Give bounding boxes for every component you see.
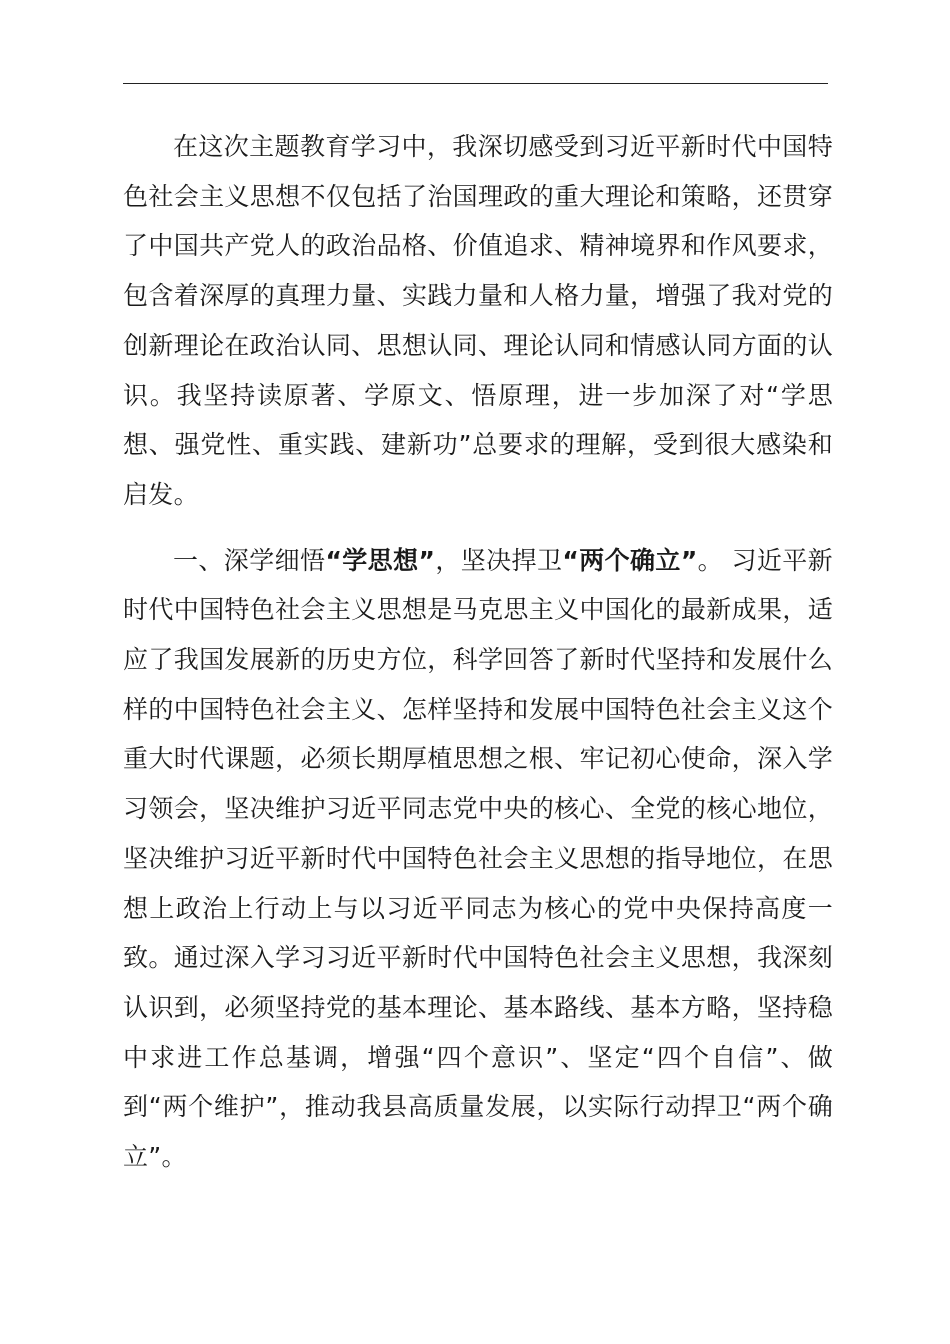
heading-end: 。 [697, 545, 724, 575]
document-body [123, 122, 833, 1182]
heading-quote-study-thought: “学思想” [325, 545, 436, 575]
heading-middle: ，坚决捍卫 [435, 545, 563, 575]
section-one-body: 习近平新时代中国特色社会主义思想是马克思主义中国化的最新成果，适应了我国发展新的历史方位，科学回答了新时代坚持和发展什么样的中国特色社会主义、怎样坚持和发展中国特色社会主义这个重大时代课题，必须长期厚植思想之根、牢记初心使命，深入学习领会，坚决维护习近平同志党中央的核心、全党的核心地位，坚决维护习近平新时代中国特色社会主义思想的指导地位，在思想上政治上行动上与以习近平同志为核心的党中央保持高度一致。通过深入学习习近平新时代中国特色社会主义思想，我深刻认识到，必须坚持党的基本理论、基本路线、基本方略，坚持稳中求进工作总基调，增强“四个意识”、坚定“四个自信”、做到“两个维护”，推动我县高质量发展，以实际行动捍卫“两个确立”。 [123, 545, 833, 1172]
heading-prefix: 一、深学细悟 [173, 545, 326, 575]
section-one-paragraph [123, 536, 833, 1182]
header-divider [123, 83, 828, 84]
intro-paragraph: 在这次主题教育学习中，我深切感受到习近平新时代中国特色社会主义思想不仅包括了治国理政的重大理论和策略，还贯穿了中国共产党人的政治品格、价值追求、精神境界和作风要求，包含着深厚的真理力量、实践力量和人格力量，增强了我对党的创新理论在政治认同、思想认同、理论认同和情感认同方面的认识。我坚持读原著、学原文、悟原理，进一步加深了对“学思想、强党性、重实践、建新功”总要求的理解，受到很大感染和启发。 [123, 132, 833, 509]
section-one-heading [173, 546, 723, 575]
heading-quote-two-establishments: “两个确立” [562, 545, 698, 575]
